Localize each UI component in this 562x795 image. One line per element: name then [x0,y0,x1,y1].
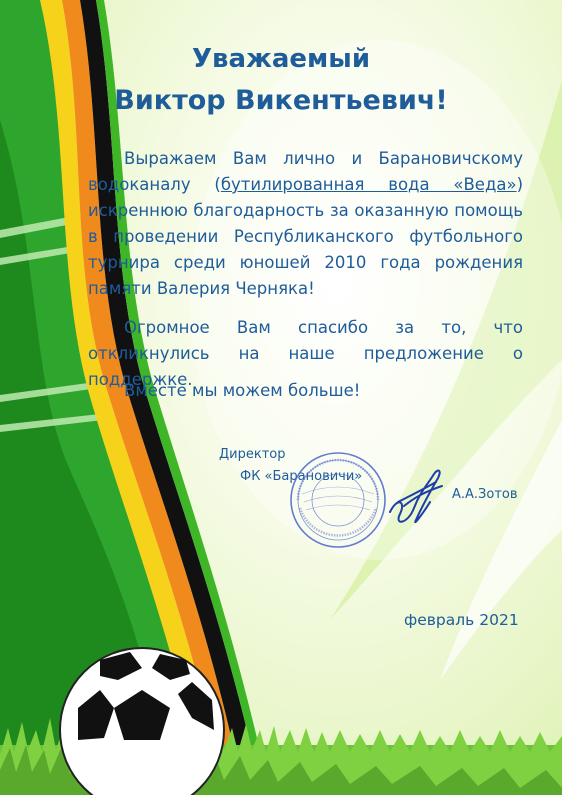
director-title: Директор [219,447,286,462]
club-name: ФК «Барановичи» [240,469,363,484]
soccer-ball [60,648,224,795]
paragraph-gratitude-text-b: ) искреннюю благодарность за оказанную помощь в проведении Республиканского футбольного турнира среди юношей 2010 года рождения памяти Валерия Черняка! [88,175,523,298]
salutation-line-1: Уважаемый [191,44,371,74]
paragraph-closing [88,378,523,404]
paragraph-gratitude [88,146,523,302]
salutation-line-2: Виктор Викентьевич! [114,85,448,116]
paragraph-closing-text: Вместе мы можем больше! [124,381,361,400]
paragraph-gratitude-text-a: Выражаем Вам лично и Барановичскому водоканалу ( [88,149,523,194]
brand-name-underlined: бутилированная вода «Веда» [220,175,517,194]
paragraph-thanks-text: Огромное Вам спасибо за то, что откликнулись на наше предложение о поддержке. [88,318,523,389]
official-stamp [288,450,388,550]
handwritten-signature [384,462,446,532]
letter-date: февраль 2021 [404,611,519,629]
signer-name: А.А.Зотов [452,487,518,502]
